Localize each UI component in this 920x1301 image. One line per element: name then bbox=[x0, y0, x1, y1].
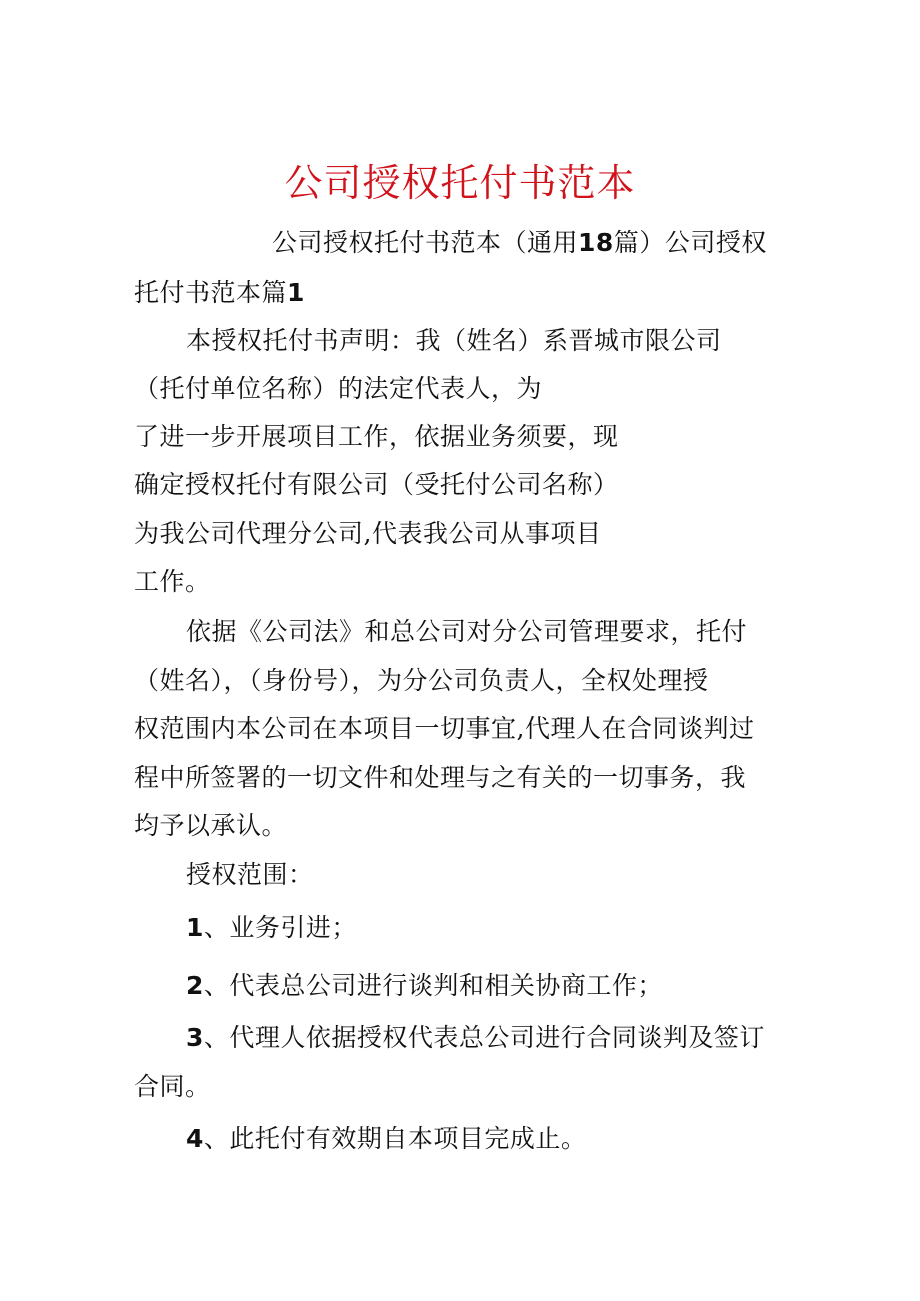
subtitle-line2-number: 1 bbox=[287, 278, 305, 307]
scope-item bbox=[186, 969, 663, 1003]
scope-item-continuation: 合同。 bbox=[134, 1072, 211, 1101]
scope-item-number: 1 bbox=[186, 913, 204, 942]
paragraph1-line: 确定授权托付有限公司（受托付公司名称） bbox=[134, 470, 619, 499]
document-title: 公司授权托付书范本 bbox=[284, 161, 636, 205]
paragraph2-line: 程中所签署的一切文件和处理与之有关的一切事务，我 bbox=[134, 763, 747, 792]
scope-heading: 授权范围： bbox=[186, 860, 314, 889]
subtitle-count: 18 bbox=[578, 228, 614, 257]
paragraph2-line: 依据《公司法》和总公司对分公司管理要求，托付 bbox=[186, 617, 748, 646]
paragraph2-line: 权范围内本公司在本项目一切事宜,代理人在合同谈判过 bbox=[134, 714, 755, 743]
scope-item bbox=[186, 1021, 765, 1055]
paragraph1-line: 工作。 bbox=[134, 567, 211, 596]
subtitle-line-2 bbox=[134, 276, 305, 310]
subtitle-suffix: 篇）公司授权 bbox=[613, 228, 767, 257]
subtitle-prefix: 公司授权托付书范本（通用 bbox=[272, 228, 579, 257]
scope-item-number: 4 bbox=[186, 1124, 204, 1153]
scope-item bbox=[186, 911, 357, 945]
subtitle-line-1 bbox=[272, 226, 767, 260]
scope-item-text: 、此托付有效期自本项目完成止。 bbox=[203, 1124, 587, 1153]
paragraph1-line: 为我公司代理分公司,代表我公司从事项目 bbox=[134, 519, 602, 548]
scope-item-text: 、代表总公司进行谈判和相关协商工作； bbox=[203, 971, 663, 1000]
scope-item bbox=[186, 1122, 586, 1156]
paragraph1-line: 本授权托付书声明：我（姓名）系晋城市限公司 bbox=[186, 326, 722, 355]
paragraph1-line: （托付单位名称）的法定代表人，为 bbox=[134, 374, 543, 403]
paragraph2-line: 均予以承认。 bbox=[134, 811, 288, 840]
scope-item-text: 、业务引进； bbox=[203, 913, 357, 942]
paragraph1-line: 了进一步开展项目工作，依据业务须要，现 bbox=[134, 422, 619, 451]
scope-item-number: 3 bbox=[186, 1023, 204, 1052]
subtitle-line2-prefix: 托付书范本篇 bbox=[134, 278, 288, 307]
paragraph2-line: （姓名），（身份号），为分公司负责人，全权处理授 bbox=[134, 666, 709, 695]
scope-item-number: 2 bbox=[186, 971, 204, 1000]
scope-item-text: 、代理人依据授权代表总公司进行合同谈判及签订 bbox=[203, 1023, 765, 1052]
